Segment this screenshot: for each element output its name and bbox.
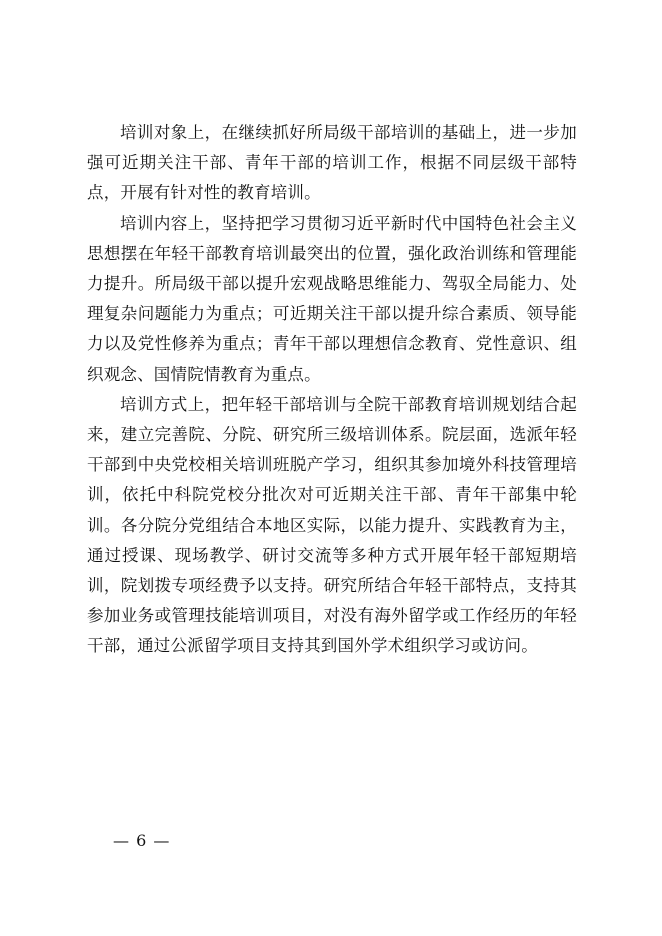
paragraph-training-methods: 培训方式上，把年轻干部培训与全院干部教育培训规划结合起来，建立完善院、分院、研究所三级培训体系。院层面，选派年轻干部到中央党校相关培训班脱产学习，组织其参加境外科技管理培训，依托中科院党校分批次对可近期关注干部、青年干部集中轮训。各分院分党组结合本地区实际，以能力提升、实践教育为主，通过授课、现场教学、研讨交流等多种方式开展年轻干部短期培训，院划拨专项经费予以支持。研究所结合年轻干部特点，支持其参加业务或管理技能培训项目，对没有海外留学或工作经历的年轻干部，通过公派留学项目支持其到国外学术组织学习或访问。	[87, 394, 577, 656]
body-text	[87, 118, 577, 662]
paragraph-training-content: 培训内容上，坚持把学习贯彻习近平新时代中国特色社会主义思想摆在年轻干部教育培训最突出的位置，强化政治训练和管理能力提升。所局级干部以提升宏观战略思维能力、驾驭全局能力、处理复杂问题能力为重点；可近期关注干部以提升综合素质、领导能力以及党性修养为重点；青年干部以理想信念教育、党性意识、组织观念、国情院情教育为重点。	[87, 213, 577, 384]
page-number: — 6 —	[113, 831, 171, 850]
paragraph-training-targets: 培训对象上，在继续抓好所局级干部培训的基础上，进一步加强可近期关注干部、青年干部的培训工作，根据不同层级干部特点，开展有针对性的教育培训。	[87, 123, 577, 203]
